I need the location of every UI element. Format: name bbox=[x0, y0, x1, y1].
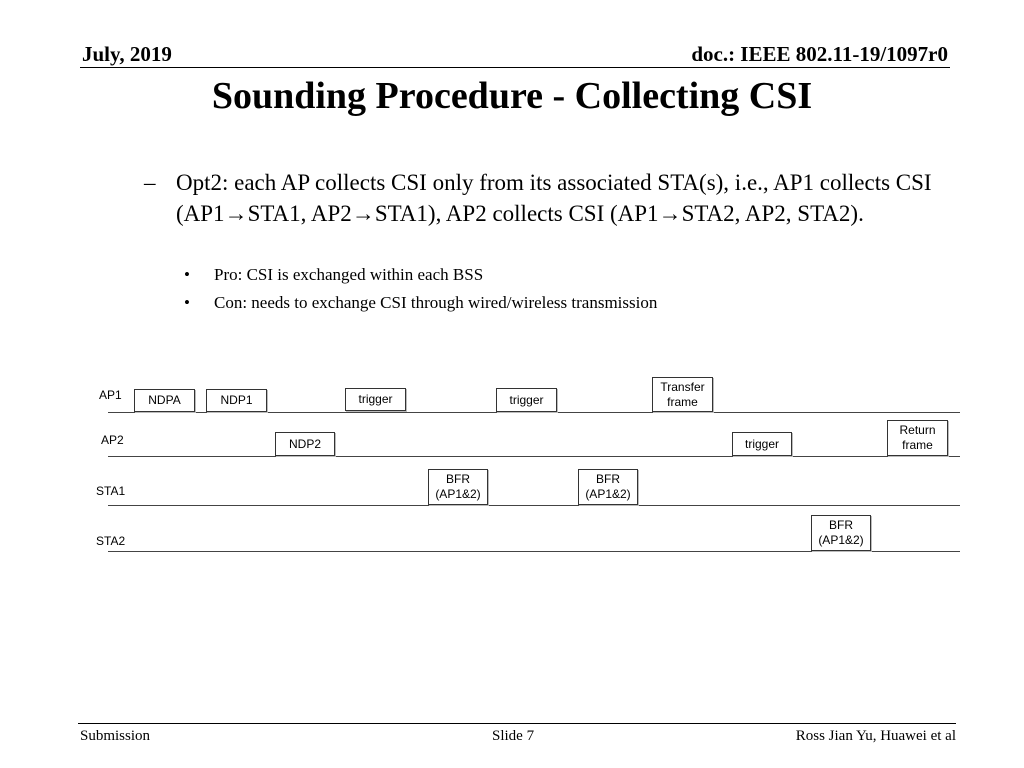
frame-ndp2: NDP2 bbox=[275, 432, 335, 456]
arrow-icon: → bbox=[224, 201, 248, 226]
bullet-dot-icon: • bbox=[184, 265, 190, 284]
header-rule bbox=[80, 67, 950, 68]
footer-submission: Submission bbox=[80, 728, 151, 744]
bullet-dot-icon: • bbox=[184, 293, 190, 312]
main-bullet bbox=[144, 167, 954, 229]
frame-trigger-2: trigger bbox=[496, 388, 557, 412]
frame-bfr-sta1-2: BFR (AP1&2) bbox=[578, 469, 638, 505]
lane-line-sta2 bbox=[108, 551, 960, 552]
lane-label-ap1: AP1 bbox=[99, 388, 122, 402]
arrow-icon: → bbox=[351, 201, 375, 226]
header-date: July, 2019 bbox=[82, 42, 172, 66]
main-bullet-text: Opt2: each AP collects CSI only from its associated STA(s), i.e., AP1 collects CSI (AP1→STA1, AP2→STA1), AP2 collects CSI (AP1→STA2, AP2, STA2). bbox=[176, 170, 932, 226]
lane-label-sta2: STA2 bbox=[96, 534, 126, 548]
lane-line-ap1 bbox=[108, 412, 960, 413]
frame-return: Return frame bbox=[887, 420, 948, 456]
frame-trigger-1: trigger bbox=[345, 388, 406, 411]
lane-line-sta1 bbox=[108, 505, 960, 506]
frame-ndpa: NDPA bbox=[134, 389, 195, 412]
frame-transfer: Transfer frame bbox=[652, 377, 713, 412]
frame-trigger-ap2: trigger bbox=[732, 432, 792, 456]
header-doc-id: doc.: IEEE 802.11-19/1097r0 bbox=[691, 42, 948, 66]
dash-marker: – bbox=[144, 170, 156, 195]
footer-author: Ross Jian Yu, Huawei et al bbox=[795, 728, 956, 744]
footer-slide-number: Slide 7 bbox=[492, 728, 535, 744]
arrow-icon: → bbox=[658, 201, 682, 226]
frame-bfr-sta1-1: BFR (AP1&2) bbox=[428, 469, 488, 505]
lane-label-sta1: STA1 bbox=[96, 484, 126, 498]
lane-line-ap2 bbox=[108, 456, 960, 457]
footer-rule bbox=[78, 723, 956, 724]
slide-title: Sounding Procedure - Collecting CSI bbox=[211, 75, 813, 117]
lane-label-ap2: AP2 bbox=[101, 433, 124, 447]
frame-bfr-sta2: BFR (AP1&2) bbox=[811, 515, 871, 551]
frame-ndp1: NDP1 bbox=[206, 389, 267, 412]
